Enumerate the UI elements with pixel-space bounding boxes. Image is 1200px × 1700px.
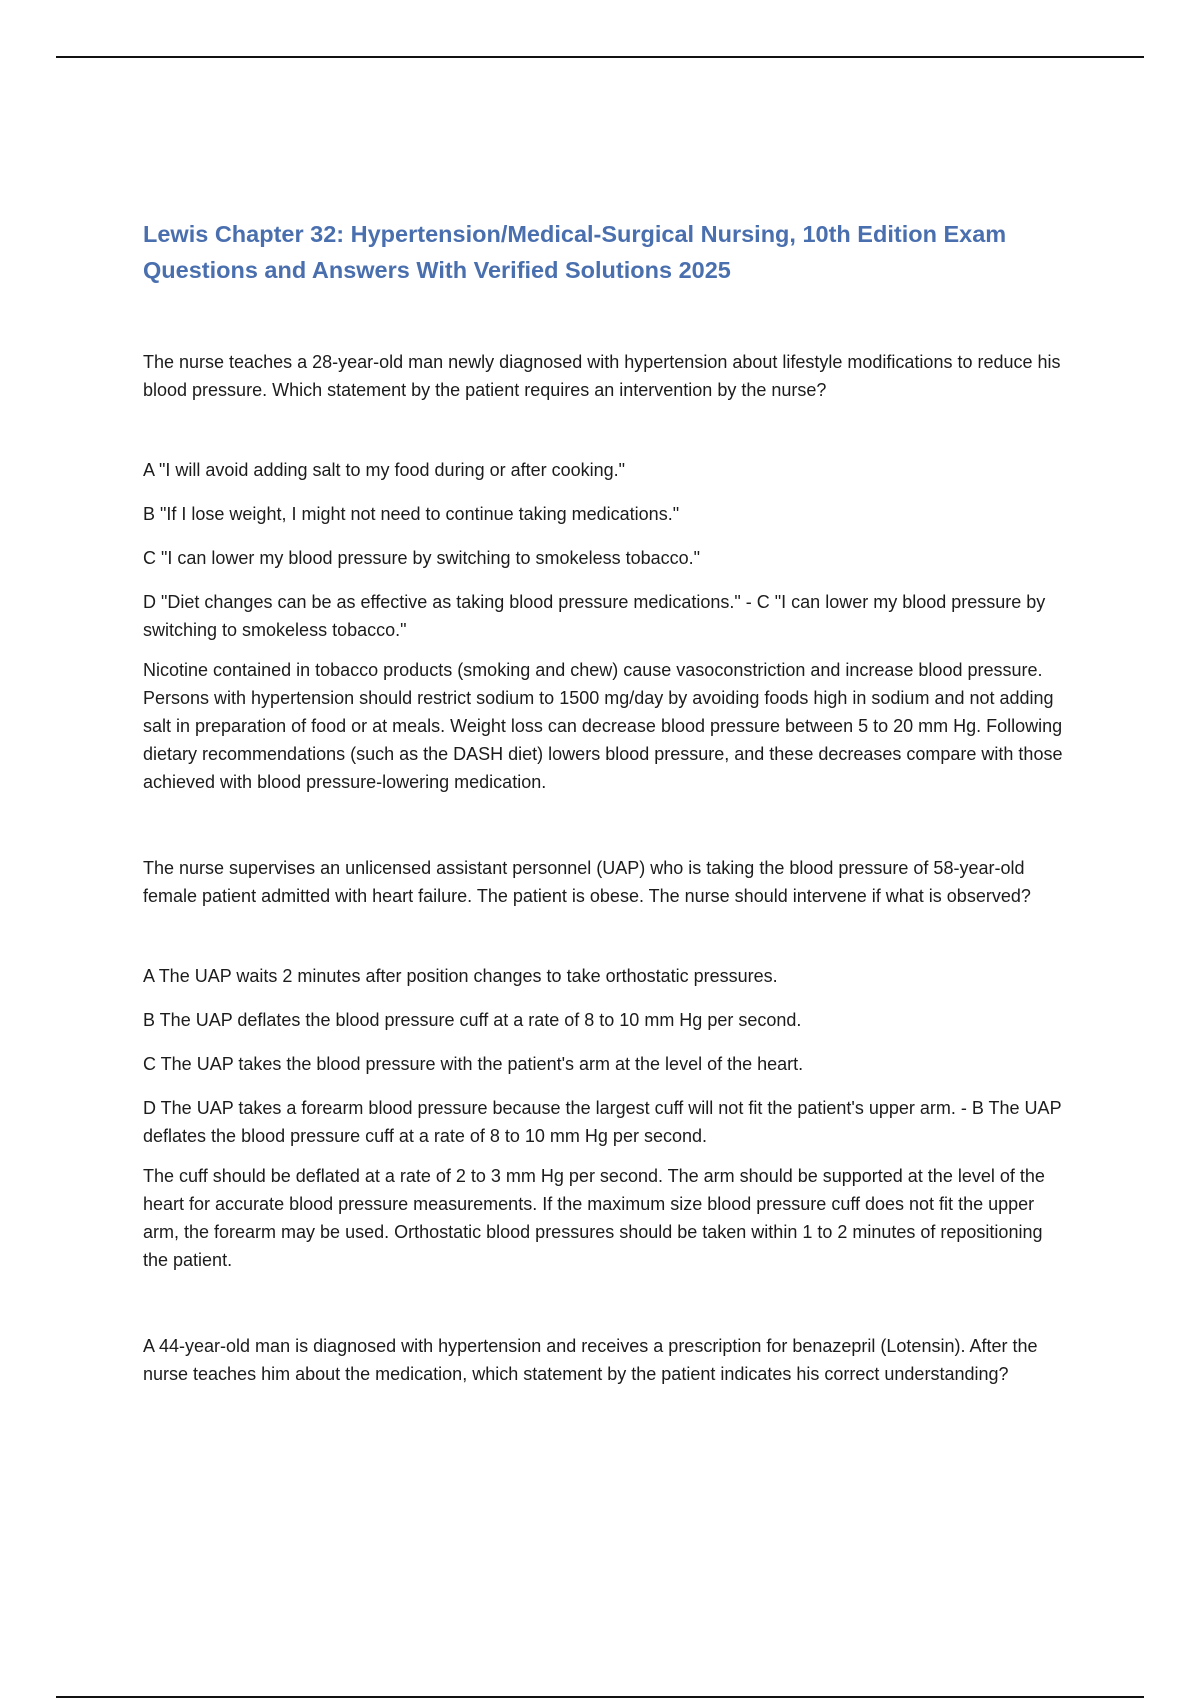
document-body (143, 216, 1063, 1388)
option-a: A The UAP waits 2 minutes after position changes to take orthostatic pressures. (143, 966, 778, 986)
question-stem: The nurse teaches a 28-year-old man newly diagnosed with hypertension about lifestyle modifications to reduce his blood pressure. Which statement by the patient requires an intervention by the nurse? (143, 352, 1061, 400)
option-d-with-answer: D "Diet changes can be as effective as taking blood pressure medications." - C "I can lower my blood pressure by switching to smokeless tobacco." (143, 592, 1046, 640)
option-d-with-answer: D The UAP takes a forearm blood pressure because the largest cuff will not fit the patient's upper arm. - B The UAP deflates the blood pressure cuff at a rate of 8 to 10 mm Hg per second. (143, 1098, 1062, 1146)
option-c: C "I can lower my blood pressure by switching to smokeless tobacco." (143, 548, 701, 568)
question-block-1 (143, 348, 1063, 796)
option-c: C The UAP takes the blood pressure with the patient's arm at the level of the heart. (143, 1054, 804, 1074)
question-stem: A 44-year-old man is diagnosed with hypertension and receives a prescription for benazepril (Lotensin). After the nurse teaches him about the medication, which statement by the patient indicates his correct understanding? (143, 1336, 1038, 1384)
option-b: B "If I lose weight, I might not need to continue taking medications." (143, 504, 680, 524)
answer-options (143, 456, 1063, 644)
header-rule (56, 56, 1144, 58)
option-a: A "I will avoid adding salt to my food during or after cooking." (143, 460, 626, 480)
question-stem: The nurse supervises an unlicensed assistant personnel (UAP) who is taking the blood pressure of 58-year-old female patient admitted with heart failure. The patient is obese. The nurse should intervene if what is observed? (143, 858, 1031, 906)
answer-options (143, 962, 1063, 1150)
question-block-2 (143, 854, 1063, 1274)
question-block-3 (143, 1332, 1063, 1388)
option-b: B The UAP deflates the blood pressure cuff at a rate of 8 to 10 mm Hg per second. (143, 1010, 802, 1030)
footer-rule (56, 1696, 1144, 1698)
rationale: The cuff should be deflated at a rate of 2 to 3 mm Hg per second. The arm should be supported at the level of the heart for accurate blood pressure measurements. If the maximum size blood pressure cuff does not fit the upper arm, the forearm may be used. Orthostatic blood pressures should be taken within 1 to 2 minutes of repositioning the patient. (143, 1166, 1045, 1270)
rationale: Nicotine contained in tobacco products (smoking and chew) cause vasoconstriction and increase blood pressure. Persons with hypertension should restrict sodium to 1500 mg/day by avoiding foods high in sodium and not adding salt in preparation of food or at meals. Weight loss can decrease blood pressure between 5 to 20 mm Hg. Following dietary recommendations (such as the DASH diet) lowers blood pressure, and these decreases compare with those achieved with blood pressure-lowering medication. (143, 660, 1063, 792)
document-title: Lewis Chapter 32: Hypertension/Medical-Surgical Nursing, 10th Edition Exam Questions and Answers With Verified Solutions 2025 (143, 221, 1007, 283)
